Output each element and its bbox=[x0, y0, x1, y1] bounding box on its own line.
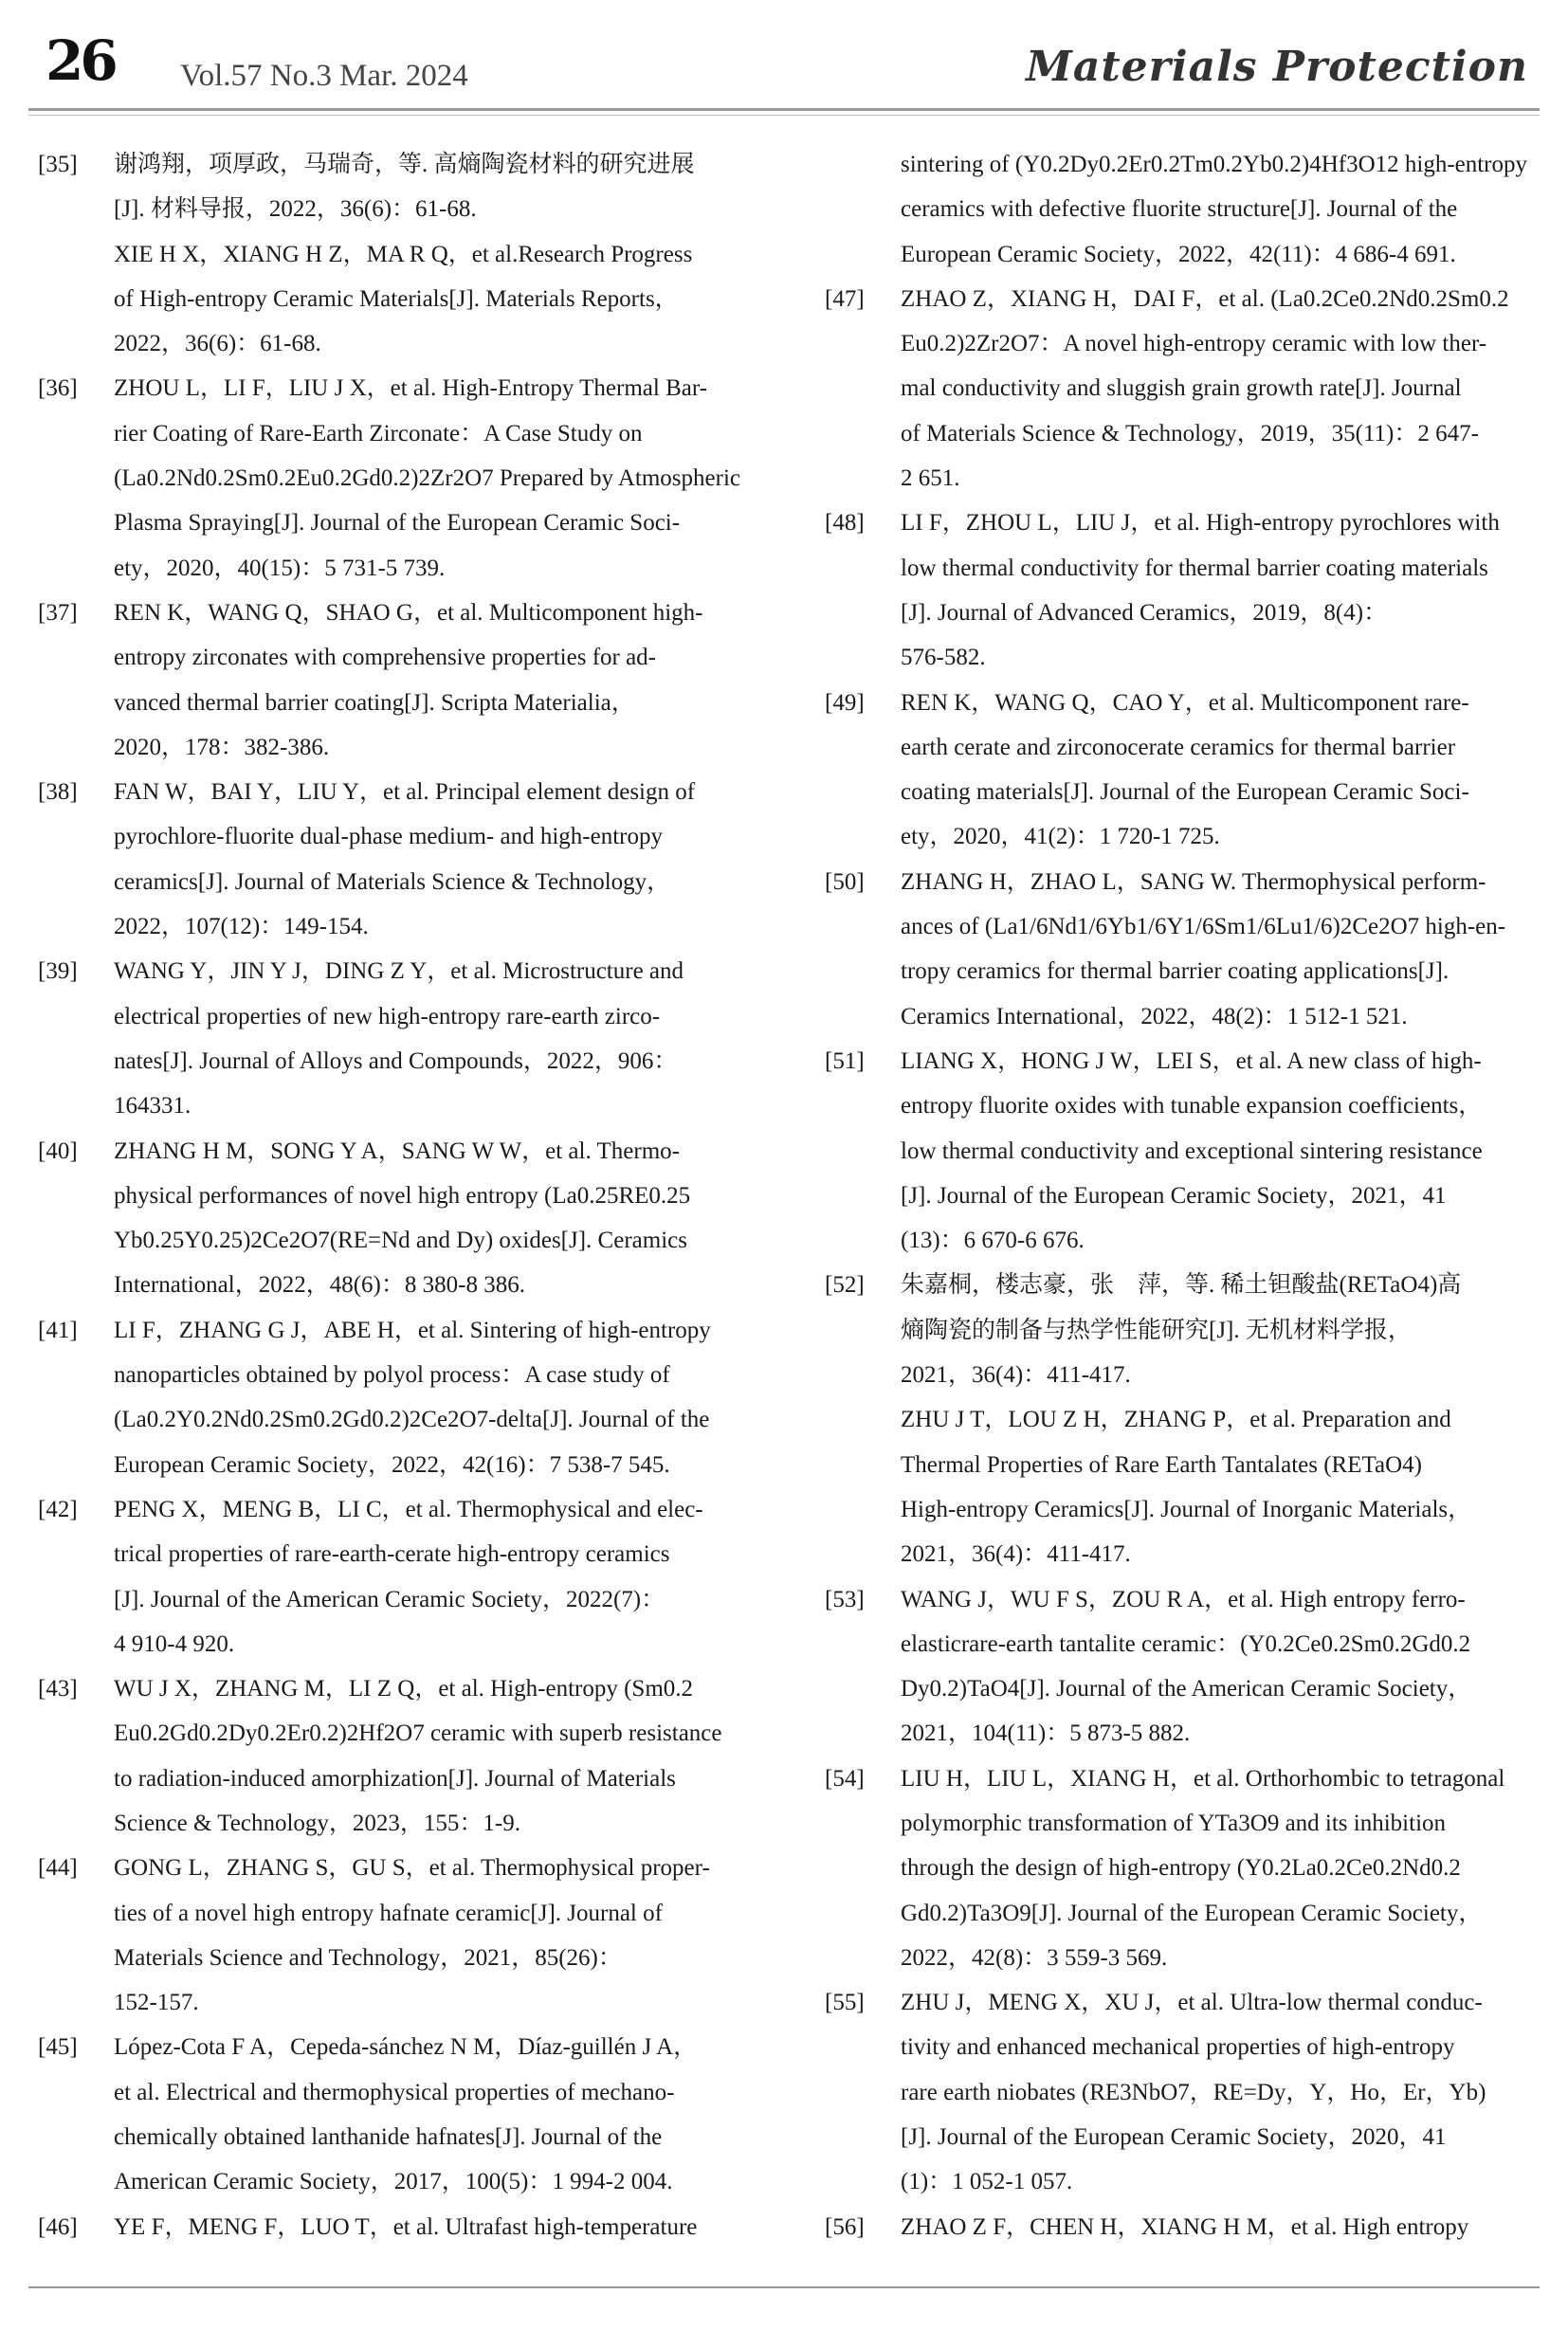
reference-number: [39] bbox=[38, 958, 78, 985]
reference-number: [44] bbox=[38, 1855, 78, 1882]
reference-text-line: 2022，42(8)：3 559-3 569. bbox=[901, 1944, 1168, 1971]
reference-text-line: Gd0.2)Ta3O9[J]. Journal of the European Ceramic Society， bbox=[901, 1900, 1483, 1926]
reference-text-line: 熵陶瓷的制备与热学性能研究[J]. 无机材料学报， bbox=[901, 1317, 1412, 1343]
reference-number: [47] bbox=[825, 285, 865, 312]
reference-text-line: Dy0.2)TaO4[J]. Journal of the American Ceramic Society， bbox=[901, 1676, 1472, 1702]
reference-text-line: rare earth niobates (RE3NbO7，RE=Dy，Y，Ho，Er，Yb) bbox=[901, 2079, 1486, 2105]
reference-entry bbox=[825, 1980, 1555, 2204]
journal-title: Materials Protection bbox=[1026, 43, 1528, 91]
reference-text-line: electrical properties of new high-entropy rare-earth zirco- bbox=[114, 1003, 661, 1029]
reference-text-line: polymorphic transformation of YTa3O9 and its inhibition bbox=[901, 1810, 1447, 1836]
reference-text-line: ZHANG H M，SONG Y A，SANG W W，et al. Thermo- bbox=[114, 1138, 680, 1164]
reference-entry bbox=[38, 770, 768, 949]
reference-text-line: ances of (La1/6Nd1/6Yb1/6Y1/6Sm1/6Lu1/6)2Ce2O7 high-en- bbox=[901, 914, 1506, 940]
reference-text-line: trical properties of rare-earth-cerate high-entropy ceramics bbox=[114, 1541, 670, 1568]
reference-text-line: ties of a novel high entropy hafnate ceramic[J]. Journal of bbox=[114, 1900, 663, 1926]
reference-text-line: ety，2020，41(2)：1 720-1 725. bbox=[901, 824, 1220, 850]
reference-number: [48] bbox=[825, 510, 865, 537]
reference-text-line: ceramics with defective fluorite structure[J]. Journal of the bbox=[901, 196, 1458, 223]
reference-text-line: 2022，36(6)：61-68. bbox=[114, 331, 321, 357]
reference-text-line: (La0.2Nd0.2Sm0.2Eu0.2Gd0.2)2Zr2O7 Prepared by Atmospheric bbox=[114, 465, 740, 492]
reference-text-line: mal conductivity and sluggish grain growth rate[J]. Journal bbox=[901, 375, 1462, 402]
reference-entry bbox=[825, 1577, 1555, 1757]
reference-text-line: LIU H，LIU L，XIANG H，et al. Orthorhombic to tetragonal bbox=[901, 1765, 1505, 1792]
reference-text-line: (1)：1 052-1 057. bbox=[901, 2169, 1073, 2195]
header-rule bbox=[28, 108, 1540, 111]
reference-number: [56] bbox=[825, 2213, 865, 2240]
reference-number: [41] bbox=[38, 1317, 78, 1343]
reference-text-line: ety，2020，40(15)：5 731-5 739. bbox=[114, 555, 446, 581]
reference-text-line: to radiation-induced amorphization[J]. Journal of Materials bbox=[114, 1765, 676, 1792]
reference-number: [54] bbox=[825, 1765, 865, 1792]
reference-text-line: WANG Y，JIN Y J，DING Z Y，et al. Microstructure and bbox=[114, 958, 684, 985]
reference-text-line: REN K，WANG Q，SHAO G，et al. Multicomponent high- bbox=[114, 599, 703, 626]
reference-text-line: 576-582. bbox=[901, 645, 986, 671]
reference-text-line: chemically obtained lanthanide hafnates[J]. Journal of the bbox=[114, 2124, 663, 2151]
reference-text-line: 164331. bbox=[114, 1093, 191, 1119]
reference-text-line: ZHU J T，LOU Z H，ZHANG P，et al. Preparation and bbox=[901, 1407, 1451, 1433]
reference-text-line: [J]. Journal of Advanced Ceramics，2019，8(4)： bbox=[901, 599, 1388, 626]
reference-text-line: GONG L，ZHANG S，GU S，et al. Thermophysical proper- bbox=[114, 1855, 710, 1882]
reference-text-line: WANG J，WU F S，ZOU R A，et al. High entropy ferro- bbox=[901, 1586, 1466, 1612]
reference-text-line: Plasma Spraying[J]. Journal of the European Ceramic Soci- bbox=[114, 510, 681, 537]
reference-text-line: low thermal conductivity and exceptional sintering resistance bbox=[901, 1138, 1483, 1164]
reference-text-line: tropy ceramics for thermal barrier coating applications[J]. bbox=[901, 958, 1449, 985]
reference-number: [40] bbox=[38, 1138, 78, 1164]
reference-text-line: ceramics[J]. Journal of Materials Science & Technology， bbox=[114, 868, 671, 895]
reference-entry bbox=[38, 949, 768, 1128]
reference-entry bbox=[825, 1263, 1555, 1576]
reference-text-line: 朱嘉桐，楼志豪，张 萍，等. 稀土钽酸盐(RETaO4)高 bbox=[901, 1272, 1462, 1299]
reference-text-line: High-entropy Ceramics[J]. Journal of Inorganic Materials， bbox=[901, 1496, 1472, 1522]
reference-entry bbox=[38, 366, 768, 590]
reference-text-line: physical performances of novel high entropy (La0.25RE0.25 bbox=[114, 1182, 691, 1209]
page-number: 26 bbox=[46, 28, 115, 93]
reference-entry bbox=[825, 1039, 1555, 1263]
reference-text-line: REN K，WANG Q，CAO Y，et al. Multicomponent rare- bbox=[901, 689, 1469, 716]
reference-text-line: LI F，ZHANG G J，ABE H，et al. Sintering of high-entropy bbox=[114, 1317, 711, 1343]
reference-text-line: et al. Electrical and thermophysical properties of mechano- bbox=[114, 2079, 675, 2105]
reference-number: [35] bbox=[38, 152, 78, 177]
reference-text-line: rier Coating of Rare-Earth Zirconate：A Case Study on bbox=[114, 420, 643, 446]
reference-text-line: Ceramics International，2022，48(2)：1 512-1 521. bbox=[901, 1003, 1408, 1029]
reference-text-line: 152-157. bbox=[114, 1990, 199, 2016]
reference-number: [38] bbox=[38, 779, 78, 806]
reference-text-line: ZHOU L，LI F，LIU J X，et al. High-Entropy Thermal Bar- bbox=[114, 375, 707, 402]
reference-number: [52] bbox=[825, 1272, 865, 1299]
reference-entry bbox=[38, 1487, 768, 1666]
reference-entry bbox=[38, 2205, 768, 2249]
reference-text-line: of High-entropy Ceramic Materials[J]. Materials Reports， bbox=[114, 285, 679, 312]
reference-number: [37] bbox=[38, 599, 78, 626]
reference-text-line: [J]. Journal of the American Ceramic Society，2022(7)： bbox=[114, 1586, 665, 1612]
references-right-column bbox=[825, 142, 1555, 2249]
reference-text-line: earth cerate and zirconocerate ceramics for thermal barrier bbox=[901, 734, 1456, 760]
page-header bbox=[0, 0, 1568, 123]
reference-text-line: López-Cota F A，Cepeda-sánchez N M，Díaz-guillén J A， bbox=[114, 2034, 698, 2061]
reference-number: [50] bbox=[825, 868, 865, 895]
reference-text-line: 2021，36(4)：411-417. bbox=[901, 1541, 1131, 1568]
reference-text-line: through the design of high-entropy (Y0.2La0.2Ce0.2Nd0.2 bbox=[901, 1855, 1461, 1882]
reference-text-line: vanced thermal barrier coating[J]. Scripta Materialia， bbox=[114, 689, 635, 716]
reference-text-line: ZHANG H，ZHAO L，SANG W. Thermophysical perform- bbox=[901, 868, 1486, 895]
reference-text-line: (La0.2Y0.2Nd0.2Sm0.2Gd0.2)2Ce2O7-delta[J]. Journal of the bbox=[114, 1407, 710, 1433]
reference-text-line: 4 910-4 920. bbox=[114, 1630, 235, 1657]
reference-entry bbox=[38, 591, 768, 770]
reference-text-line: ZHAO Z F，CHEN H，XIANG H M，et al. High entropy bbox=[901, 2213, 1469, 2240]
reference-text-line: Yb0.25Y0.25)2Ce2O7(RE=Nd and Dy) oxides[J]. Ceramics bbox=[114, 1228, 687, 1254]
references-left-column bbox=[38, 142, 768, 2249]
reference-text-line: PENG X，MENG B，LI C，et al. Thermophysical and elec- bbox=[114, 1496, 703, 1522]
reference-text-line: 2020，178：382-386. bbox=[114, 734, 330, 760]
reference-number: [49] bbox=[825, 689, 865, 716]
reference-text-line: elasticrare-earth tantalite ceramic：(Y0.2Ce0.2Sm0.2Gd0.2 bbox=[901, 1630, 1471, 1657]
reference-entry bbox=[825, 2205, 1555, 2249]
reference-number: [53] bbox=[825, 1586, 865, 1612]
reference-text-line: XIE H X，XIANG H Z，MA R Q，et al.Research Progress bbox=[114, 241, 693, 267]
reference-number: [45] bbox=[38, 2034, 78, 2061]
reference-text-line: American Ceramic Society，2017，100(5)：1 994-2 004. bbox=[114, 2169, 673, 2195]
volume-issue: Vol.57 No.3 Mar. 2024 bbox=[180, 59, 468, 93]
reference-text-line: 2022，107(12)：149-154. bbox=[114, 914, 369, 940]
reference-entry bbox=[38, 1666, 768, 1846]
reference-number: [42] bbox=[38, 1496, 78, 1522]
reference-text-line: coating materials[J]. Journal of the European Ceramic Soci- bbox=[901, 779, 1469, 806]
reference-text-line: YE F，MENG F，LUO T，et al. Ultrafast high-temperature bbox=[114, 2213, 698, 2240]
reference-entry bbox=[38, 1308, 768, 1487]
reference-text-line: Thermal Properties of Rare Earth Tantalates (RETaO4) bbox=[901, 1451, 1422, 1478]
reference-text-line: 谢鸿翔，项厚政，马瑞奇，等. 高熵陶瓷材料的研究进展 bbox=[114, 152, 695, 177]
reference-text-line: LIANG X，HONG J W，LEI S，et al. A new class of high- bbox=[901, 1047, 1482, 1074]
reference-entry bbox=[825, 142, 1555, 277]
reference-text-line: nanoparticles obtained by polyol process：A case study of bbox=[114, 1362, 670, 1389]
reference-text-line: Eu0.2)2Zr2O7：A novel high-entropy ceramic with low ther- bbox=[901, 331, 1487, 357]
reference-entry bbox=[825, 501, 1555, 680]
reference-entry bbox=[825, 1757, 1555, 1980]
reference-text-line: nates[J]. Journal of Alloys and Compounds，2022，906： bbox=[114, 1047, 678, 1074]
reference-text-line: (13)：6 670-6 676. bbox=[901, 1228, 1085, 1254]
reference-text-line: low thermal conductivity for thermal barrier coating materials bbox=[901, 555, 1488, 581]
reference-text-line: 2 651. bbox=[901, 465, 960, 492]
reference-text-line: sintering of (Y0.2Dy0.2Er0.2Tm0.2Yb0.2)4Hf3O12 high-entropy bbox=[901, 152, 1528, 177]
reference-entry bbox=[825, 860, 1555, 1039]
reference-text-line: Eu0.2Gd0.2Dy0.2Er0.2)2Hf2O7 ceramic with superb resistance bbox=[114, 1720, 722, 1747]
reference-text-line: ZHU J，MENG X，XU J，et al. Ultra-low thermal conduc- bbox=[901, 1990, 1483, 2016]
reference-text-line: LI F，ZHOU L，LIU J，et al. High-entropy pyrochlores with bbox=[901, 510, 1500, 537]
reference-entry bbox=[38, 1129, 768, 1308]
reference-entry bbox=[38, 2025, 768, 2204]
reference-number: [36] bbox=[38, 375, 78, 402]
reference-text-line: 2021，104(11)：5 873-5 882. bbox=[901, 1720, 1191, 1747]
reference-entry bbox=[825, 681, 1555, 860]
reference-text-line: International，2022，48(6)：8 380-8 386. bbox=[114, 1272, 525, 1299]
reference-text-line: of Materials Science & Technology，2019，35(11)：2 647- bbox=[901, 420, 1479, 446]
reference-text-line: Materials Science and Technology，2021，85(26)： bbox=[114, 1944, 622, 1971]
reference-entry bbox=[38, 1846, 768, 2025]
reference-text-line: WU J X，ZHANG M，LI Z Q，et al. High-entropy (Sm0.2 bbox=[114, 1676, 694, 1702]
reference-text-line: [J]. Journal of the European Ceramic Society，2020，41 bbox=[901, 2124, 1447, 2151]
reference-text-line: tivity and enhanced mechanical properties of high-entropy bbox=[901, 2034, 1455, 2061]
reference-text-line: [J]. 材料导报，2022，36(6)：61-68. bbox=[114, 196, 477, 223]
reference-text-line: ZHAO Z，XIANG H，DAI F，et al. (La0.2Ce0.2Nd0.2Sm0.2 bbox=[901, 285, 1509, 312]
reference-number: [43] bbox=[38, 1676, 78, 1702]
footer-rule bbox=[28, 2286, 1540, 2288]
reference-entry bbox=[825, 277, 1555, 501]
reference-number: [51] bbox=[825, 1047, 865, 1074]
reference-text-line: [J]. Journal of the European Ceramic Society，2021，41 bbox=[901, 1182, 1447, 1209]
reference-text-line: 2021，36(4)：411-417. bbox=[901, 1362, 1131, 1389]
reference-text-line: entropy fluorite oxides with tunable expansion coefficients， bbox=[901, 1093, 1483, 1119]
reference-text-line: FAN W，BAI Y，LIU Y，et al. Principal element design of bbox=[114, 779, 696, 806]
reference-text-line: pyrochlore-fluorite dual-phase medium- and high-entropy bbox=[114, 824, 663, 850]
header-rule-thin bbox=[28, 115, 1540, 116]
reference-text-line: European Ceramic Society，2022，42(16)：7 538-7 545. bbox=[114, 1451, 670, 1478]
reference-text-line: Science & Technology，2023，155：1-9. bbox=[114, 1810, 520, 1836]
reference-number: [46] bbox=[38, 2213, 78, 2240]
reference-text-line: European Ceramic Society，2022，42(11)：4 686-4 691. bbox=[901, 241, 1456, 267]
reference-number: [55] bbox=[825, 1990, 865, 2016]
reference-entry bbox=[38, 142, 768, 366]
reference-text-line: entropy zirconates with comprehensive properties for ad- bbox=[114, 645, 657, 671]
